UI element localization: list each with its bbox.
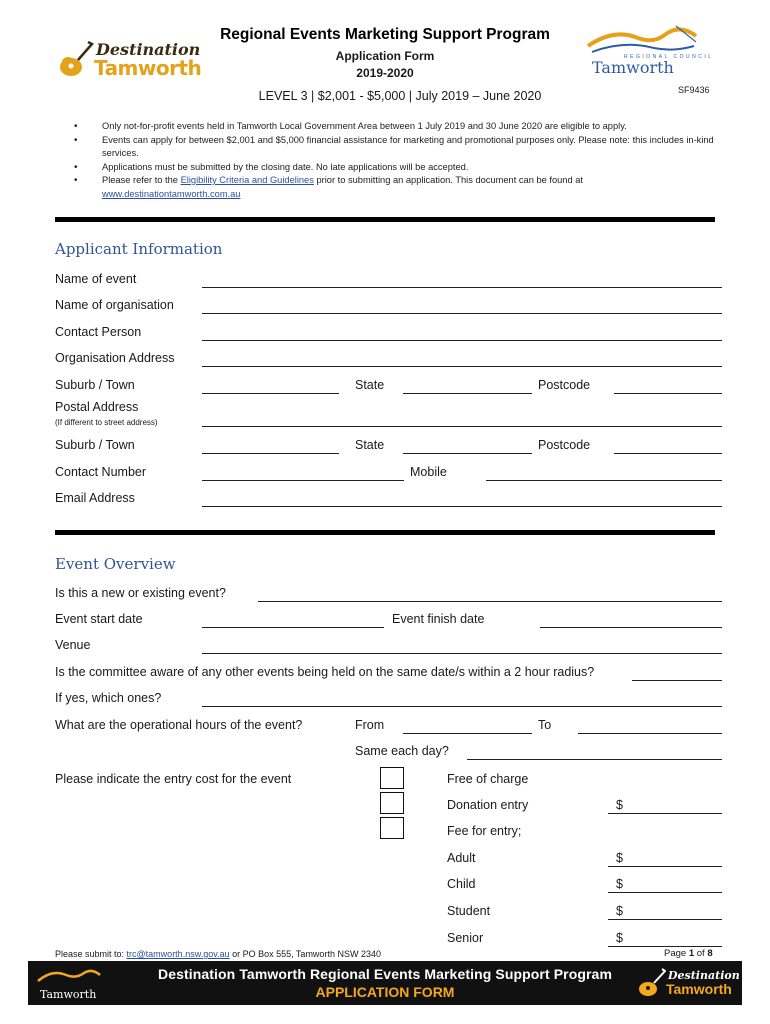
contact-person-field[interactable] [202,340,722,341]
guitar-icon [58,40,94,80]
contact-person-label: Contact Person [55,325,142,339]
event-finish-date-label: Event finish date [392,612,485,626]
banner-logo-tamworth-text: Tamworth [666,981,732,997]
student-dollar-sign: $ [616,904,623,918]
note-item: • Only not-for-profit events held in Tamworth Local Government Area between 1 July 2019 and 30 June 2020 are eligible to apply. [70,120,716,134]
banner-logo-tamworth-text: Tamworth [40,988,97,1001]
email-address-field[interactable] [202,506,722,507]
contact-number-field[interactable] [202,480,404,481]
name-of-organisation-label: Name of organisation [55,298,174,312]
postal-postcode-label: Postcode [538,438,591,452]
suburb-town-field[interactable] [202,393,339,394]
logo-tamworth-council-text: Tamworth [592,58,674,77]
postal-state-label: State [355,438,385,452]
donation-entry-checkbox[interactable] [380,792,404,814]
postcode-label: Postcode [538,378,591,392]
postal-postcode-field[interactable] [614,453,722,454]
form-subtitle: Application Form [335,49,435,63]
footer-banner [28,961,742,1005]
destination-tamworth-logo [58,38,208,84]
mobile-field[interactable] [486,480,722,481]
same-each-day-field[interactable] [467,759,722,760]
donation-amount-field[interactable] [608,813,722,814]
if-yes-which-field[interactable] [202,706,722,707]
submit-text: Please submit to: [55,949,127,959]
fee-for-entry-label: Fee for entry; [447,824,522,838]
logo-regional-council-text: REGIONAL COUNCIL [624,54,714,60]
senior-amount-field[interactable] [608,946,722,947]
donation-entry-label: Donation entry [447,798,529,812]
new-or-existing-label: Is this a new or existing event? [55,586,226,600]
adult-dollar-sign: $ [616,851,623,865]
section-divider [55,217,715,222]
name-of-event-label: Name of event [55,272,137,286]
hours-to-field[interactable] [578,733,722,734]
note-text: Please refer to the [102,175,181,185]
operational-hours-label: What are the operational hours of the event? [55,718,303,732]
submit-address-text: or PO Box 555, Tamworth NSW 2340 [229,949,381,959]
senior-dollar-sign: $ [616,931,623,945]
banner-logo-destination-text: Destination [668,969,740,982]
student-amount-field[interactable] [608,919,722,920]
postal-suburb-town-field[interactable] [202,453,339,454]
free-of-charge-checkbox[interactable] [380,767,404,789]
free-of-charge-label: Free of charge [447,772,529,786]
contact-number-label: Contact Number [55,465,147,479]
page-number [664,948,713,959]
senior-label: Senior [447,931,484,945]
adult-amount-field[interactable] [608,866,722,867]
email-address-label: Email Address [55,491,135,505]
child-dollar-sign: $ [616,877,623,891]
postal-state-field[interactable] [403,453,532,454]
postal-address-note: (If different to street address) [55,418,158,427]
page-prefix: Page [664,948,689,959]
note-text: prior to submitting an application. This document can be found at [313,175,583,185]
committee-aware-field[interactable] [632,680,722,681]
banner-title: Destination Tamworth Regional Events Marketing Support Program [158,966,612,982]
postal-suburb-town-label: Suburb / Town [55,438,135,452]
hours-to-label: To [538,718,552,732]
submit-email-link[interactable]: trc@tamworth.nsw.gov.au [126,949,230,959]
organisation-address-field[interactable] [202,366,722,367]
page-total: 8 [707,948,713,959]
donation-dollar-sign: $ [616,798,623,812]
banner-destination-logo [638,967,738,1003]
same-each-day-label: Same each day? [355,744,449,758]
note-item: • Applications must be submitted by the closing date. No late applications will be accepted. [70,161,716,175]
guitar-icon [638,967,666,999]
note-item [70,174,716,201]
entry-cost-label: Please indicate the entry cost for the event [55,772,292,786]
name-of-event-field[interactable] [202,287,722,288]
tamworth-regional-council-logo [584,22,714,82]
student-label: Student [447,904,491,918]
state-field[interactable] [403,393,532,394]
organisation-address-label: Organisation Address [55,351,175,365]
hours-from-label: From [355,718,385,732]
new-or-existing-field[interactable] [258,601,722,602]
name-of-organisation-field[interactable] [202,313,722,314]
logo-tamworth-text: Tamworth [94,56,202,80]
form-title: Regional Events Marketing Support Program [220,26,550,43]
fee-for-entry-checkbox[interactable] [380,817,404,839]
child-amount-field[interactable] [608,892,722,893]
event-finish-date-field[interactable] [540,627,722,628]
committee-aware-label: Is the committee aware of any other events being held on the same date/s within a 2 hour radius? [55,665,595,679]
form-year: 2019-2020 [356,66,414,80]
event-start-date-label: Event start date [55,612,143,626]
suburb-town-label: Suburb / Town [55,378,135,392]
postal-address-label: Postal Address [55,400,139,414]
destination-tamworth-website-link[interactable]: www.destinationtamworth.com.au [102,188,241,199]
eligibility-notes [70,120,716,201]
mobile-label: Mobile [410,465,447,479]
adult-label: Adult [447,851,476,865]
hours-from-field[interactable] [403,733,532,734]
note-item: • Events can apply for between $2,001 and $5,000 financial assistance for marketing and promotional purposes only. Please note: this includes in-kind services. [70,134,716,161]
if-yes-which-label: If yes, which ones? [55,691,162,705]
postcode-field[interactable] [614,393,722,394]
section-divider [55,530,715,535]
state-label: State [355,378,385,392]
page-of: of [694,948,708,959]
submit-instructions [55,949,381,959]
page-current: 1 [688,948,695,959]
event-start-date-field[interactable] [202,627,384,628]
venue-field[interactable] [202,653,722,654]
logo-destination-text: Destination [96,40,201,59]
event-overview-heading: Event Overview [55,555,176,573]
banner-subtitle: APPLICATION FORM [315,984,455,1000]
form-code: SF9436 [678,85,710,95]
postal-address-field[interactable] [202,426,722,427]
applicant-information-heading: Applicant Information [55,240,223,258]
form-level: LEVEL 3 | $2,001 - $5,000 | July 2019 – June 2020 [258,89,542,103]
eligibility-guidelines-link[interactable]: Eligibility Criteria and Guidelines [180,175,314,185]
child-label: Child [447,877,476,891]
venue-label: Venue [55,638,91,652]
